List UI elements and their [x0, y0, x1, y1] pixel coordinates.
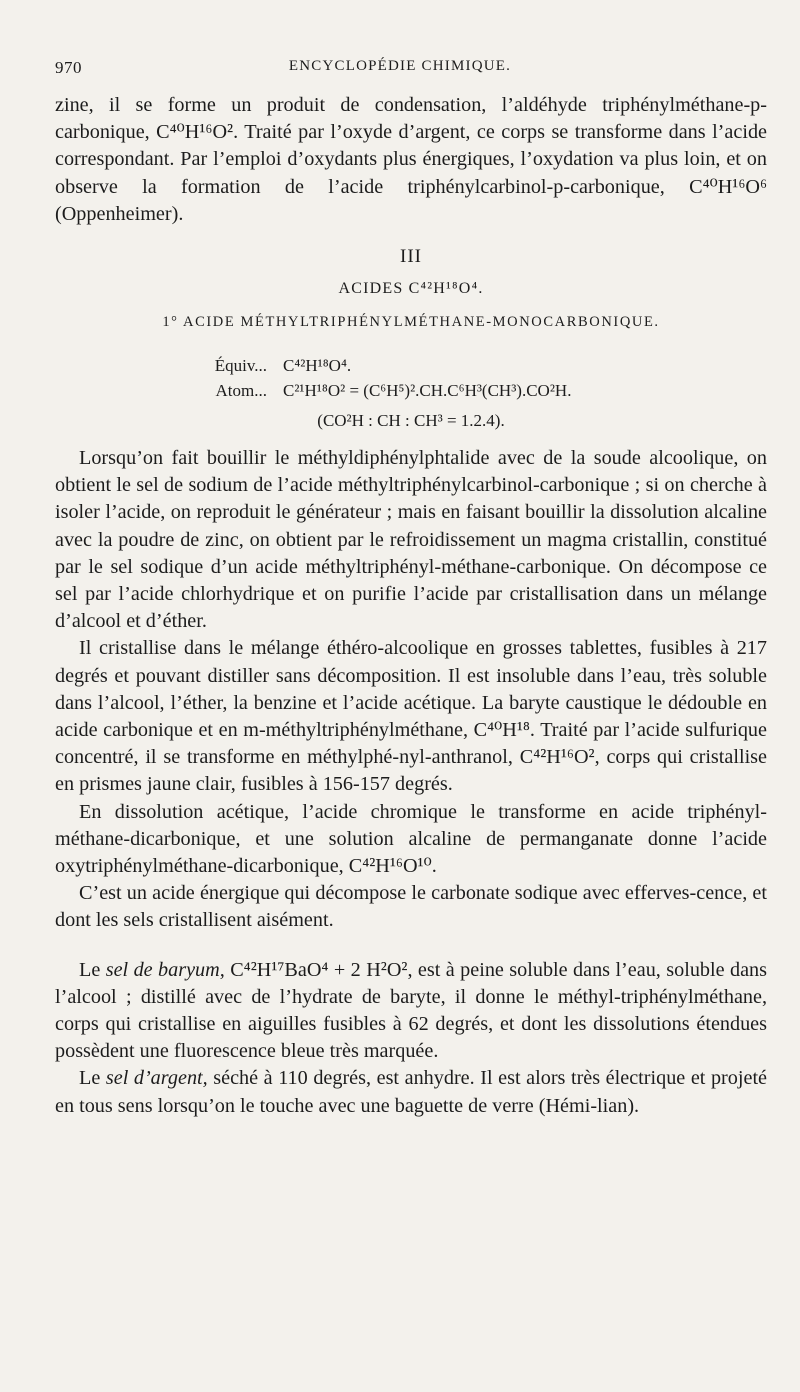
- page-number: 970: [55, 58, 82, 77]
- equiv-formula: C⁴²H¹⁸O⁴.: [283, 356, 352, 376]
- formula-block: [55, 353, 767, 403]
- subsection-heading: 1° ACIDE MÉTHYLTRIPHÉNYLMÉTHANE-MONOCARBONIQUE.: [162, 314, 660, 331]
- argent-term: sel d’argent,: [105, 1067, 208, 1090]
- intro-paragraph: zine, il se forme un produit de condensation, l’aldéhyde triphénylméthane-p-carbonique, C⁴⁰H¹⁶O². Traité par l’oxyde d’argent, ce corps se transforme dans l’acide correspondant. Par l’emploi d’oxydants plus énergiques, l’oxydation va plus loin, et on observe la formation de l’acide triphénylcarbinol-p-carbonique, C⁴⁰H¹⁶O⁶ (Oppenheimer).: [55, 94, 767, 225]
- paragraph-salts: C’est un acide énergique qui décompose le carbonate sodique avec efferves-cence, et dont les sels cristallisent aisément.: [55, 882, 767, 932]
- section-title: ACIDES C⁴²H¹⁸O⁴.: [338, 280, 484, 298]
- argent-text: séché à 110 degrés, est anhydre. Il est alors très électrique et projeté en tous sens lorsqu’on le touche avec une baguette de verre (Hémi-lian).: [55, 1067, 768, 1117]
- paragraph-oxidation: En dissolution acétique, l’acide chromique le transforme en acide triphényl-méthane-dicarbonique, et une solution alcaline de permanganate donne l’acide oxytriphénylméthane-dicarbonique, C⁴²H¹⁶O¹⁰.: [55, 800, 767, 878]
- running-title: ENCYCLOPÉDIE CHIMIQUE.: [288, 58, 512, 74]
- page-body: [55, 92, 767, 1120]
- section-number: III: [400, 246, 422, 268]
- baryum-term: sel de baryum,: [105, 958, 225, 981]
- paragraph-silver-salt: [55, 1065, 767, 1119]
- formula-row-equiv: [55, 353, 767, 378]
- equiv-label: Équiv...: [214, 356, 267, 376]
- formula-row-atom: [55, 378, 767, 403]
- baryum-lead: Le: [79, 958, 101, 981]
- argent-lead: Le: [79, 1067, 101, 1090]
- baryum-text: C⁴²H¹⁷BaO⁴ + 2 H²O², est à peine soluble dans l’eau, soluble dans l’alcool ; distillé avec de l’hydrate de baryte, il donne le méthyl-triphénylméthane, corps qui cristallise en aiguilles fusibles à 62 degrés, et dont les dissolutions étendues possèdent une fluorescence bleue très marquée.: [55, 958, 768, 1063]
- atom-formula: C²¹H¹⁸O² = (C⁶H⁵)².CH.C⁶H³(CH³).CO²H.: [283, 381, 572, 401]
- paragraph-preparation: Lorsqu’on fait bouillir le méthyldiphénylphtalide avec de la soude alcoolique, on obtient le sel de sodium de l’acide méthyltriphénylcarbinol-carbonique ; si on cherche à isoler l’acide, on reproduit le générateur ; mais en faisant bouillir la dissolution alcaline avec la poudre de zinc, on obtient par le refroidissement un magma cristallin, constitué par le sel sodique d’un acide méthyltriphényl-méthane-carbonique. On décompose ce sel par l’acide chlorhydrique et on purifie l’acide par cristallisation dans un mélange d’alcool et d’éther.: [55, 447, 767, 633]
- page-header: [55, 58, 745, 78]
- position-ratio: (CO²H : CH : CH³ = 1.2.4).: [317, 411, 505, 431]
- atom-label: Atom...: [215, 381, 267, 401]
- spacer: [55, 935, 767, 957]
- paragraph-baryum-salt: [55, 957, 767, 1066]
- paragraph-properties: Il cristallise dans le mélange éthéro-alcoolique en grosses tablettes, fusibles à 217 degrés et pouvant distiller sans décomposition. Il est insoluble dans l’eau, très soluble dans l’alcool, l’éther, la benzine et l’acide acétique. La baryte caustique le dédouble en acide carbonique et en m-méthyltriphénylméthane, C⁴⁰H¹⁸. Traité par l’acide sulfurique concentré, il se transforme en méthylphé-nyl-anthranol, C⁴²H¹⁶O², corps qui cristallise en prismes jaune clair, fusibles à 156-157 degrés.: [55, 637, 767, 796]
